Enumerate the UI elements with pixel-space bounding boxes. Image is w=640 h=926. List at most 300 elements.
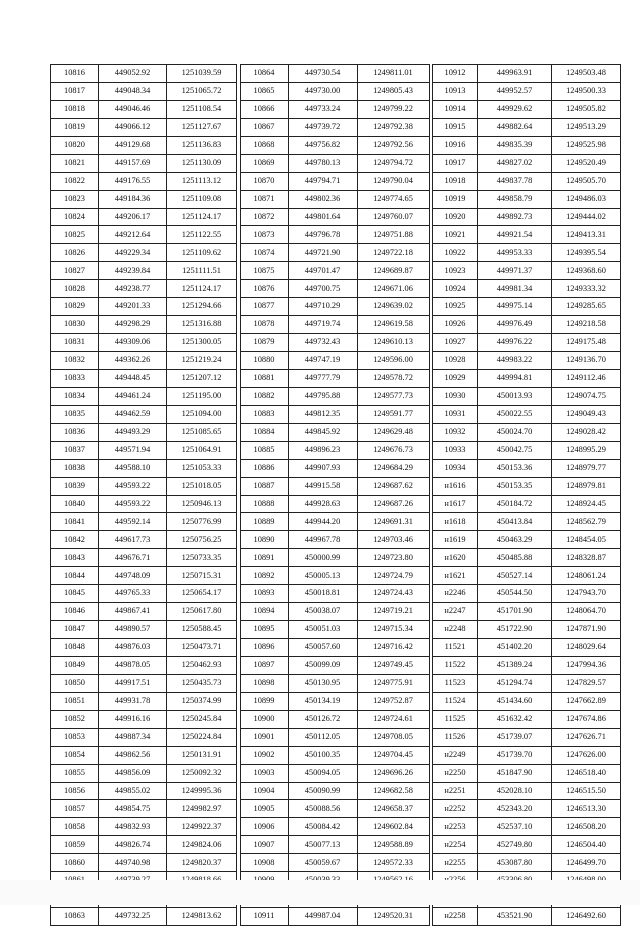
x-coordinate-cell: 449928.63 [288, 495, 357, 513]
x-coordinate-cell: 449052.92 [99, 65, 167, 83]
table-row [433, 836, 621, 854]
y-coordinate-cell: 1251122.55 [167, 226, 237, 244]
table-row [51, 423, 237, 441]
x-coordinate-cell: 451722.90 [478, 621, 552, 639]
table-row [51, 800, 237, 818]
table-row [240, 710, 429, 728]
point-number-cell: 10873 [240, 226, 288, 244]
table-row [51, 567, 237, 585]
y-coordinate-cell: 1249074.75 [552, 387, 621, 405]
y-coordinate-cell: 1247994.36 [552, 656, 621, 674]
point-number-cell: н2254 [433, 836, 478, 854]
x-coordinate-cell: 449976.49 [478, 316, 552, 334]
table-row [240, 226, 429, 244]
table-row [240, 656, 429, 674]
y-coordinate-cell: 1249572.33 [357, 854, 429, 872]
table-row [433, 118, 621, 136]
point-number-cell: 10842 [51, 531, 99, 549]
table-row [433, 477, 621, 495]
point-number-cell: 10853 [51, 728, 99, 746]
point-number-cell: 10822 [51, 172, 99, 190]
y-coordinate-cell: 1249689.87 [357, 262, 429, 280]
point-number-cell: 10923 [433, 262, 478, 280]
table-row [433, 190, 621, 208]
x-coordinate-cell: 450084.42 [288, 818, 357, 836]
table-row [51, 692, 237, 710]
x-coordinate-cell: 449953.33 [478, 244, 552, 262]
x-coordinate-cell: 450413.84 [478, 513, 552, 531]
x-coordinate-cell: 449733.24 [288, 100, 357, 118]
x-coordinate-cell: 449046.46 [99, 100, 167, 118]
y-coordinate-cell: 1249716.42 [357, 639, 429, 657]
point-number-cell: 10881 [240, 369, 288, 387]
table-row [433, 154, 621, 172]
x-coordinate-cell: 449212.64 [99, 226, 167, 244]
x-coordinate-cell: 450057.60 [288, 639, 357, 657]
point-number-cell: 10921 [433, 226, 478, 244]
table-row [240, 908, 429, 926]
point-number-cell: 10929 [433, 369, 478, 387]
table-row [51, 836, 237, 854]
point-number-cell: 10831 [51, 334, 99, 352]
point-number-cell: 10913 [433, 82, 478, 100]
point-number-cell: 10889 [240, 513, 288, 531]
table-row [240, 208, 429, 226]
y-coordinate-cell: 1250617.80 [167, 603, 237, 621]
y-coordinate-cell: 1250245.84 [167, 710, 237, 728]
table-row [240, 836, 429, 854]
point-number-cell: н2247 [433, 603, 478, 621]
x-coordinate-cell: 449748.09 [99, 567, 167, 585]
y-coordinate-cell: 1249505.82 [552, 100, 621, 118]
table-row [433, 495, 621, 513]
y-coordinate-cell: 1251053.33 [167, 459, 237, 477]
x-coordinate-cell: 449890.57 [99, 621, 167, 639]
y-coordinate-cell: 1250224.84 [167, 728, 237, 746]
point-number-cell: 10868 [240, 136, 288, 154]
y-coordinate-cell: 1249500.33 [552, 82, 621, 100]
x-coordinate-cell: 449887.34 [99, 728, 167, 746]
x-coordinate-cell: 450153.36 [478, 459, 552, 477]
point-number-cell: 10922 [433, 244, 478, 262]
y-coordinate-cell: 1250715.31 [167, 567, 237, 585]
x-coordinate-cell: 449588.10 [99, 459, 167, 477]
point-number-cell: 10916 [433, 136, 478, 154]
x-coordinate-cell: 449796.78 [288, 226, 357, 244]
table-row [240, 800, 429, 818]
x-coordinate-cell: 449896.23 [288, 441, 357, 459]
y-coordinate-cell: 1247829.57 [552, 674, 621, 692]
point-number-cell: 10876 [240, 280, 288, 298]
x-coordinate-cell: 450485.88 [478, 549, 552, 567]
point-number-cell: 10902 [240, 746, 288, 764]
point-number-cell: 10833 [51, 369, 99, 387]
y-coordinate-cell: 1249591.77 [357, 405, 429, 423]
point-number-cell: 10851 [51, 692, 99, 710]
table-row [51, 477, 237, 495]
y-coordinate-cell: 1251219.24 [167, 352, 237, 370]
point-number-cell: 10880 [240, 352, 288, 370]
point-number-cell: 10919 [433, 190, 478, 208]
x-coordinate-cell: 449845.92 [288, 423, 357, 441]
y-coordinate-cell: 1249525.98 [552, 136, 621, 154]
point-number-cell: 10872 [240, 208, 288, 226]
y-coordinate-cell: 1249724.43 [357, 585, 429, 603]
table-row [240, 100, 429, 118]
point-number-cell: 10898 [240, 674, 288, 692]
x-coordinate-cell: 452343.20 [478, 800, 552, 818]
table-row [240, 136, 429, 154]
y-coordinate-cell: 1249658.37 [357, 800, 429, 818]
table-row [240, 172, 429, 190]
x-coordinate-cell: 449201.33 [99, 298, 167, 316]
point-number-cell: н1620 [433, 549, 478, 567]
point-number-cell: 11521 [433, 639, 478, 657]
x-coordinate-cell: 449176.55 [99, 172, 167, 190]
y-coordinate-cell: 1249792.56 [357, 136, 429, 154]
point-number-cell: 10856 [51, 782, 99, 800]
x-coordinate-cell: 449963.91 [478, 65, 552, 83]
y-coordinate-cell: 1249775.91 [357, 674, 429, 692]
point-number-cell: 10893 [240, 585, 288, 603]
x-coordinate-cell: 450018.81 [288, 585, 357, 603]
table-row [240, 352, 429, 370]
y-coordinate-cell: 1251094.00 [167, 405, 237, 423]
table-row [433, 244, 621, 262]
point-number-cell: 10832 [51, 352, 99, 370]
x-coordinate-cell: 449206.17 [99, 208, 167, 226]
x-coordinate-cell: 450005.13 [288, 567, 357, 585]
point-number-cell: 10924 [433, 280, 478, 298]
table-row [433, 800, 621, 818]
x-coordinate-cell: 451402.20 [478, 639, 552, 657]
point-number-cell: 10928 [433, 352, 478, 370]
table-row [51, 459, 237, 477]
x-coordinate-cell: 449493.29 [99, 423, 167, 441]
x-coordinate-cell: 450134.19 [288, 692, 357, 710]
point-number-cell: 10829 [51, 298, 99, 316]
table-row [433, 316, 621, 334]
x-coordinate-cell: 449994.81 [478, 369, 552, 387]
point-number-cell: 10855 [51, 764, 99, 782]
table-row [51, 746, 237, 764]
point-number-cell: 10918 [433, 172, 478, 190]
table-row [51, 639, 237, 657]
y-coordinate-cell: 1249596.00 [357, 352, 429, 370]
table-row [433, 423, 621, 441]
point-number-cell: н1616 [433, 477, 478, 495]
coordinates-table-area [50, 64, 621, 926]
x-coordinate-cell: 449462.59 [99, 405, 167, 423]
y-coordinate-cell: 1248029.64 [552, 639, 621, 657]
y-coordinate-cell: 1246515.50 [552, 782, 621, 800]
y-coordinate-cell: 1249722.18 [357, 244, 429, 262]
table-row [240, 764, 429, 782]
y-coordinate-cell: 1248454.05 [552, 531, 621, 549]
y-coordinate-cell: 1249520.31 [357, 908, 429, 926]
table-row [433, 908, 621, 926]
x-coordinate-cell: 450013.93 [478, 387, 552, 405]
y-coordinate-cell: 1251113.12 [167, 172, 237, 190]
table-row [433, 567, 621, 585]
y-coordinate-cell: 1249395.54 [552, 244, 621, 262]
y-coordinate-cell: 1250756.25 [167, 531, 237, 549]
point-number-cell: 10860 [51, 854, 99, 872]
table-row [433, 262, 621, 280]
point-number-cell: 10911 [240, 908, 288, 926]
table-row [51, 369, 237, 387]
point-number-cell: 10905 [240, 800, 288, 818]
x-coordinate-cell: 449952.57 [478, 82, 552, 100]
table-row [240, 262, 429, 280]
x-coordinate-cell: 449756.82 [288, 136, 357, 154]
table-row [240, 387, 429, 405]
x-coordinate-cell: 449732.25 [99, 908, 167, 926]
table-row [433, 513, 621, 531]
x-coordinate-cell: 449710.29 [288, 298, 357, 316]
table-row [433, 65, 621, 83]
y-coordinate-cell: 1246499.70 [552, 854, 621, 872]
x-coordinate-cell: 451632.42 [478, 710, 552, 728]
table-row [51, 621, 237, 639]
x-coordinate-cell: 449801.64 [288, 208, 357, 226]
point-number-cell: 10830 [51, 316, 99, 334]
point-number-cell: 10899 [240, 692, 288, 710]
x-coordinate-cell: 449593.22 [99, 477, 167, 495]
table-row [433, 782, 621, 800]
table-row [51, 585, 237, 603]
x-coordinate-cell: 449876.03 [99, 639, 167, 657]
table-row [51, 513, 237, 531]
table-row [433, 280, 621, 298]
table-row [240, 65, 429, 83]
y-coordinate-cell: 1249723.80 [357, 549, 429, 567]
x-coordinate-cell: 449739.72 [288, 118, 357, 136]
y-coordinate-cell: 1249922.37 [167, 818, 237, 836]
point-number-cell: 10865 [240, 82, 288, 100]
y-coordinate-cell: 1249715.34 [357, 621, 429, 639]
y-coordinate-cell: 1249368.60 [552, 262, 621, 280]
y-coordinate-cell: 1251124.17 [167, 208, 237, 226]
y-coordinate-cell: 1251127.67 [167, 118, 237, 136]
y-coordinate-cell: 1246518.40 [552, 764, 621, 782]
x-coordinate-cell: 450184.72 [478, 495, 552, 513]
y-coordinate-cell: 1249820.37 [167, 854, 237, 872]
table-row [51, 136, 237, 154]
x-coordinate-cell: 449837.78 [478, 172, 552, 190]
table-row [433, 818, 621, 836]
table-row [240, 495, 429, 513]
point-number-cell: н2248 [433, 621, 478, 639]
y-coordinate-cell: 1249790.04 [357, 172, 429, 190]
table-row [240, 567, 429, 585]
table-row [240, 441, 429, 459]
y-coordinate-cell: 1249112.46 [552, 369, 621, 387]
point-number-cell: 10835 [51, 405, 99, 423]
table-row [433, 369, 621, 387]
table-row [433, 531, 621, 549]
y-coordinate-cell: 1251109.62 [167, 244, 237, 262]
table-row [51, 65, 237, 83]
table-row [51, 441, 237, 459]
y-coordinate-cell: 1247626.71 [552, 728, 621, 746]
table-row [51, 908, 237, 926]
x-coordinate-cell: 450038.07 [288, 603, 357, 621]
table-row [240, 674, 429, 692]
x-coordinate-cell: 450126.72 [288, 710, 357, 728]
table-row [51, 603, 237, 621]
table-row [51, 549, 237, 567]
x-coordinate-cell: 450042.75 [478, 441, 552, 459]
table-row [51, 100, 237, 118]
table-row [51, 172, 237, 190]
point-number-cell: 10887 [240, 477, 288, 495]
y-coordinate-cell: 1250654.17 [167, 585, 237, 603]
point-number-cell: 10934 [433, 459, 478, 477]
coordinates-table-3 [432, 64, 621, 926]
table-row [433, 459, 621, 477]
point-number-cell: 10838 [51, 459, 99, 477]
coordinates-table-1 [50, 64, 237, 926]
point-number-cell: н2255 [433, 854, 478, 872]
x-coordinate-cell: 449184.36 [99, 190, 167, 208]
y-coordinate-cell: 1249724.61 [357, 710, 429, 728]
x-coordinate-cell: 449448.45 [99, 369, 167, 387]
y-coordinate-cell: 1249792.38 [357, 118, 429, 136]
x-coordinate-cell: 449826.74 [99, 836, 167, 854]
y-coordinate-cell: 1246508.20 [552, 818, 621, 836]
y-coordinate-cell: 1249995.36 [167, 782, 237, 800]
point-number-cell: 10836 [51, 423, 99, 441]
table-row [51, 405, 237, 423]
table-row [240, 477, 429, 495]
x-coordinate-cell: 449854.75 [99, 800, 167, 818]
table-row [51, 280, 237, 298]
x-coordinate-cell: 449461.24 [99, 387, 167, 405]
table-row [51, 190, 237, 208]
point-number-cell: 10837 [51, 441, 99, 459]
x-coordinate-cell: 449915.58 [288, 477, 357, 495]
point-number-cell: 10882 [240, 387, 288, 405]
y-coordinate-cell: 1249175.48 [552, 334, 621, 352]
point-number-cell: 11523 [433, 674, 478, 692]
y-coordinate-cell: 1246504.40 [552, 836, 621, 854]
table-row [240, 621, 429, 639]
x-coordinate-cell: 449827.02 [478, 154, 552, 172]
table-row [51, 674, 237, 692]
x-coordinate-cell: 451739.07 [478, 728, 552, 746]
point-number-cell: 10858 [51, 818, 99, 836]
point-number-cell: 10845 [51, 585, 99, 603]
point-number-cell: 10930 [433, 387, 478, 405]
x-coordinate-cell: 450153.35 [478, 477, 552, 495]
point-number-cell: 10859 [51, 836, 99, 854]
y-coordinate-cell: 1249805.43 [357, 82, 429, 100]
point-number-cell: 10883 [240, 405, 288, 423]
y-coordinate-cell: 1248562.79 [552, 513, 621, 531]
y-coordinate-cell: 1250776.99 [167, 513, 237, 531]
point-number-cell: 10891 [240, 549, 288, 567]
x-coordinate-cell: 449780.13 [288, 154, 357, 172]
y-coordinate-cell: 1249704.45 [357, 746, 429, 764]
x-coordinate-cell: 449617.73 [99, 531, 167, 549]
x-coordinate-cell: 450099.09 [288, 656, 357, 674]
point-number-cell: 10874 [240, 244, 288, 262]
y-coordinate-cell: 1248061.24 [552, 567, 621, 585]
point-number-cell: 10912 [433, 65, 478, 83]
y-coordinate-cell: 1251195.00 [167, 387, 237, 405]
x-coordinate-cell: 449298.29 [99, 316, 167, 334]
table-row [51, 531, 237, 549]
x-coordinate-cell: 453521.90 [478, 908, 552, 926]
y-coordinate-cell: 1249049.43 [552, 405, 621, 423]
table-row [433, 387, 621, 405]
table-row [240, 639, 429, 657]
x-coordinate-cell: 449855.02 [99, 782, 167, 800]
x-coordinate-cell: 449157.69 [99, 154, 167, 172]
table-row [240, 854, 429, 872]
table-row [51, 316, 237, 334]
y-coordinate-cell: 1249602.84 [357, 818, 429, 836]
point-number-cell: 10903 [240, 764, 288, 782]
y-coordinate-cell: 1251136.83 [167, 136, 237, 154]
y-coordinate-cell: 1249676.73 [357, 441, 429, 459]
y-coordinate-cell: 1251300.05 [167, 334, 237, 352]
y-coordinate-cell: 1249696.26 [357, 764, 429, 782]
y-coordinate-cell: 1251064.91 [167, 441, 237, 459]
y-coordinate-cell: 1249811.01 [357, 65, 429, 83]
x-coordinate-cell: 449676.71 [99, 549, 167, 567]
table-row [240, 316, 429, 334]
x-coordinate-cell: 449967.78 [288, 531, 357, 549]
x-coordinate-cell: 449921.54 [478, 226, 552, 244]
y-coordinate-cell: 1249774.65 [357, 190, 429, 208]
point-number-cell: 10820 [51, 136, 99, 154]
x-coordinate-cell: 449878.05 [99, 656, 167, 674]
x-coordinate-cell: 450088.56 [288, 800, 357, 818]
y-coordinate-cell: 1251108.54 [167, 100, 237, 118]
y-coordinate-cell: 1249577.73 [357, 387, 429, 405]
table-row [51, 244, 237, 262]
point-number-cell: 11524 [433, 692, 478, 710]
point-number-cell: 10890 [240, 531, 288, 549]
x-coordinate-cell: 449931.78 [99, 692, 167, 710]
point-number-cell: 10875 [240, 262, 288, 280]
point-number-cell: 10850 [51, 674, 99, 692]
point-number-cell: н2246 [433, 585, 478, 603]
point-number-cell: 10904 [240, 782, 288, 800]
y-coordinate-cell: 1247943.70 [552, 585, 621, 603]
point-number-cell: 10926 [433, 316, 478, 334]
point-number-cell: 10896 [240, 639, 288, 657]
table-row [240, 82, 429, 100]
point-number-cell: 10914 [433, 100, 478, 118]
table-row [433, 298, 621, 316]
point-number-cell: 11522 [433, 656, 478, 674]
x-coordinate-cell: 449916.16 [99, 710, 167, 728]
table-row [433, 728, 621, 746]
y-coordinate-cell: 1249691.31 [357, 513, 429, 531]
y-coordinate-cell: 1249513.29 [552, 118, 621, 136]
table-row [433, 82, 621, 100]
table-row [51, 710, 237, 728]
y-coordinate-cell: 1246513.30 [552, 800, 621, 818]
point-number-cell: 11525 [433, 710, 478, 728]
point-number-cell: 10915 [433, 118, 478, 136]
y-coordinate-cell: 1249285.65 [552, 298, 621, 316]
table-row [51, 226, 237, 244]
table-row [433, 764, 621, 782]
